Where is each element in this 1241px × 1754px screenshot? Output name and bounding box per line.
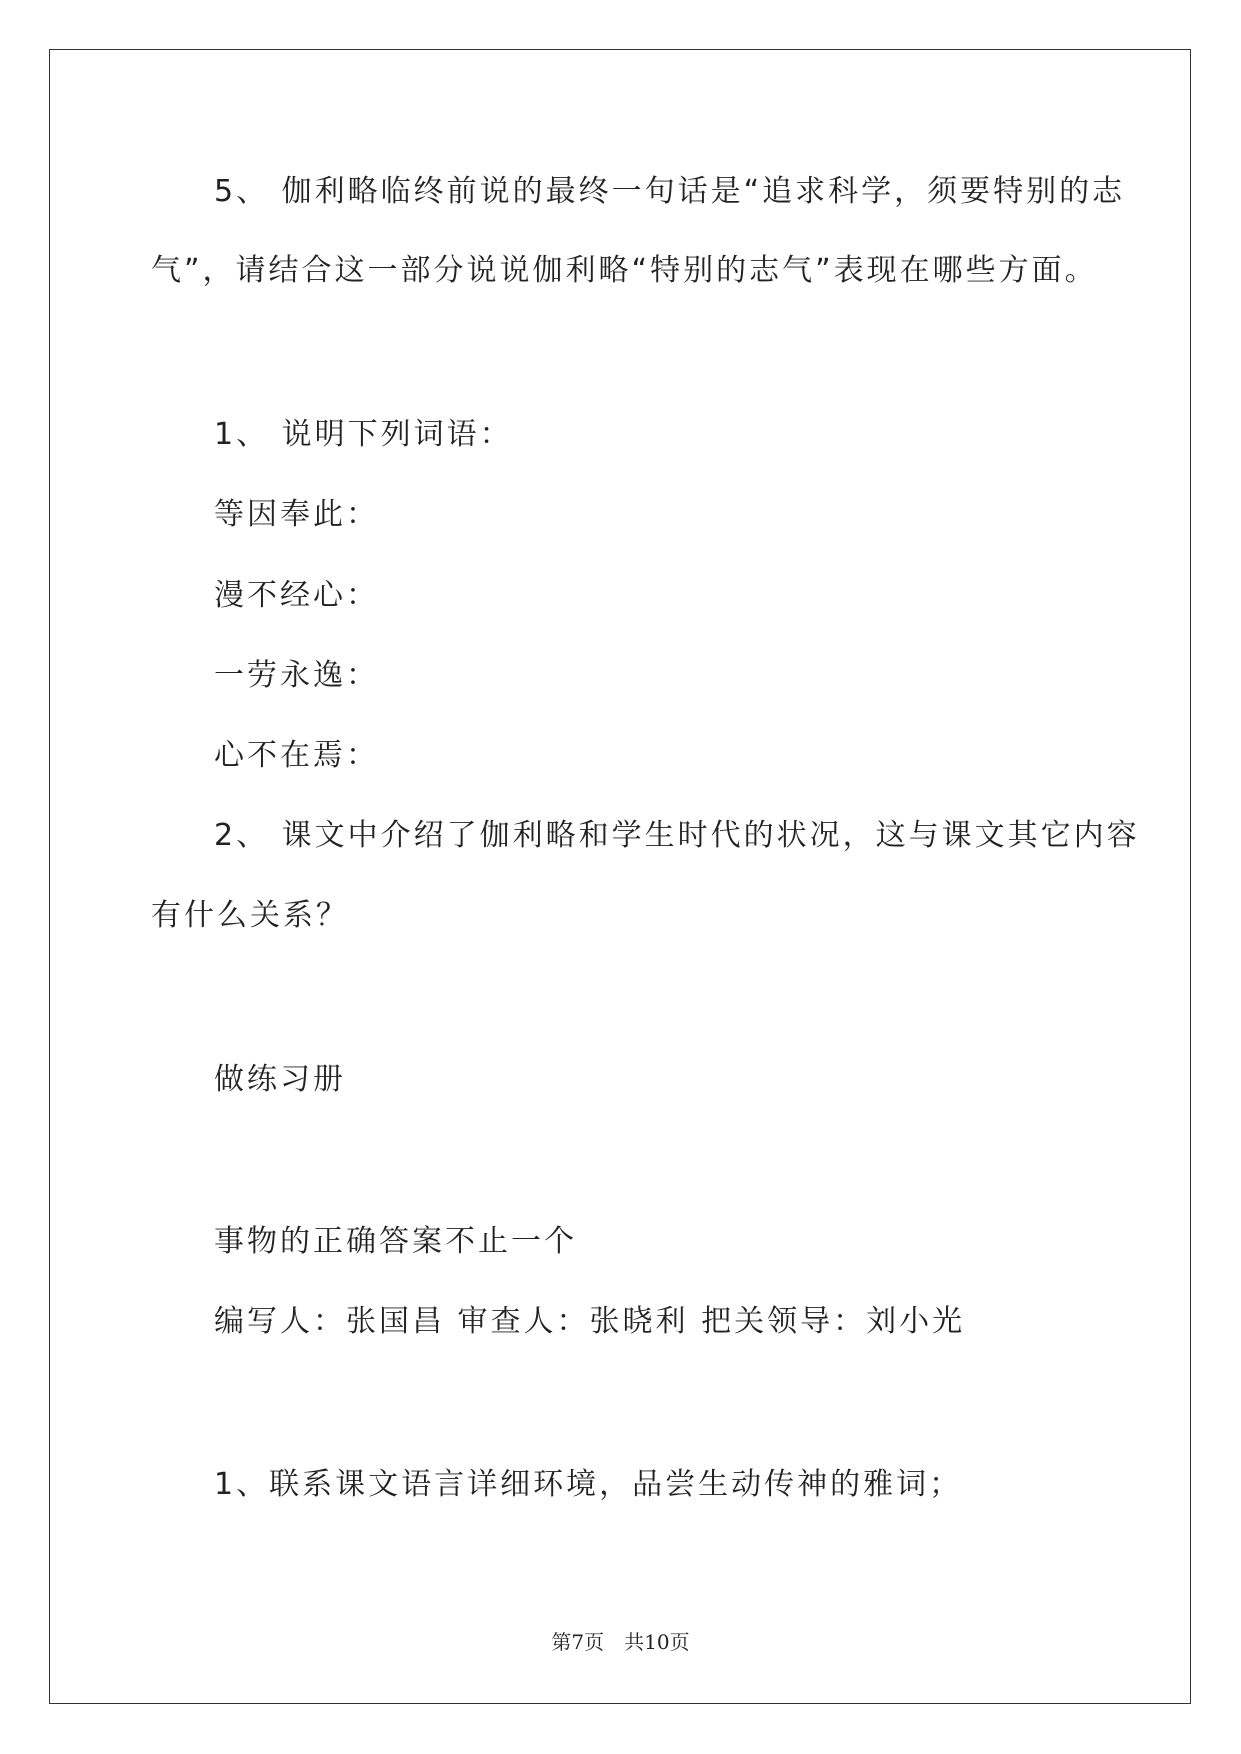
question-2-line-2: 有什么关系？ [151, 898, 349, 933]
section-heading-workbook: 做练习册 [214, 1062, 346, 1097]
page-number-footer: 第7页 共10页 [551, 1630, 690, 1654]
vocab-item-4: 心不在焉： [214, 738, 379, 773]
question-5-line-1: 5、 伽利略临终前说的最终一句话是“追求科学，须要特别的志 [214, 174, 1126, 209]
question-1-heading: 1、 说明下列词语： [214, 417, 513, 452]
question-5-line-2: 气”，请结合这一部分说说伽利略“特别的志气”表现在哪些方面。 [151, 253, 1098, 288]
vocab-item-1: 等因奉此： [214, 497, 379, 532]
objective-1: 1、联系课文语言详细环境，品尝生动传神的雅词； [214, 1467, 963, 1502]
question-2-line-1: 2、 课文中介绍了伽利略和学生时代的状况，这与课文其它内容 [214, 818, 1140, 853]
vocab-item-3: 一劳永逸： [214, 658, 379, 693]
author-credits: 编写人：张国昌 审查人：张晓利 把关领导：刘小光 [214, 1304, 966, 1339]
page-border [49, 49, 1191, 1704]
lesson-title: 事物的正确答案不止一个 [214, 1224, 577, 1259]
vocab-item-2: 漫不经心： [214, 578, 379, 613]
